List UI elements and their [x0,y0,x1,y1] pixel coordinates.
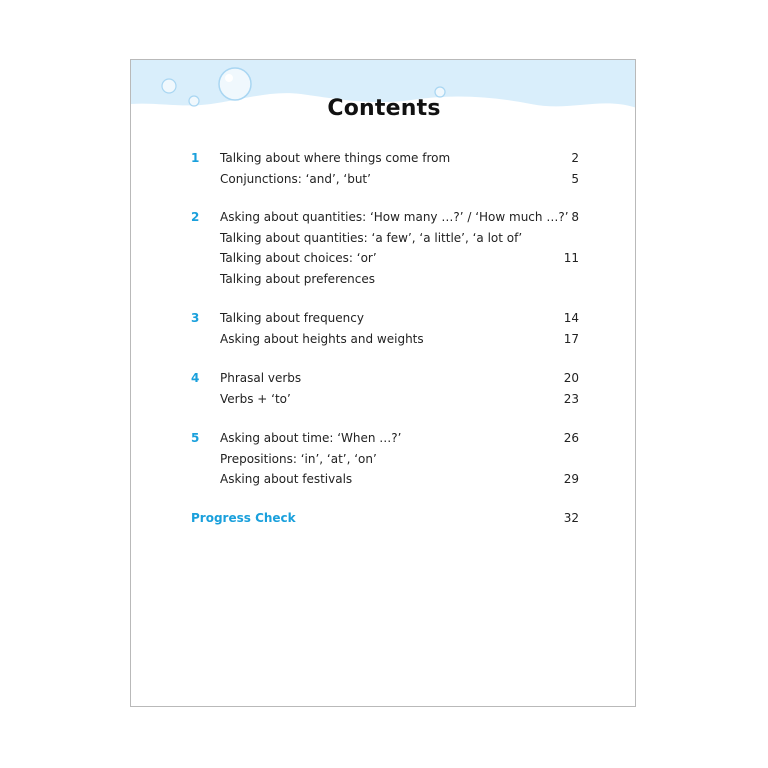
toc-entry [131,368,636,388]
toc-entry-page: 11 [563,251,579,266]
page-title: Contents [327,96,441,121]
unit-number: 4 [191,371,200,385]
unit-number: 5 [191,431,200,445]
toc-entry [131,308,636,328]
toc-entry-page: 23 [563,391,579,406]
unit-number: 1 [191,151,200,165]
toc-entry-title: Phrasal verbs [220,371,302,385]
toc-entry-page: 8 [571,210,579,224]
toc-entry-title: Talking about quantities: ‘a few’, ‘a little’, ‘a lot of’ [220,230,523,245]
toc-entry-title: Asking about quantities: ‘How many …?’ / ‘How much …?’ [220,210,569,224]
toc-entry-title: Talking about where things come from [220,151,451,165]
toc-entry [131,207,636,227]
bubble-icon [162,79,176,93]
toc-entry [131,148,636,168]
toc-entry-title: Talking about choices: ‘or’ [220,251,377,266]
toc-entry-page: 17 [563,331,579,346]
toc-entry-title: Conjunctions: ‘and’, ‘but’ [220,171,371,186]
toc-entry-page: 29 [563,472,579,487]
toc-entry-title: Asking about time: ‘When …?’ [220,431,402,445]
toc-entry-page: 5 [571,171,579,186]
toc-entry [131,228,636,248]
unit-number: 3 [191,311,200,325]
toc-entry-page: 20 [563,371,579,385]
toc-entry-page: 14 [563,311,579,325]
toc-entry-page: 26 [563,431,579,445]
toc-entry [131,269,636,289]
toc-entry-title: Talking about preferences [220,272,375,287]
toc-entry-page: 2 [571,151,579,165]
toc-entry [131,389,636,409]
toc-entry [131,169,636,189]
toc-entry [131,329,636,349]
progress-check-entry [131,508,636,528]
toc-entry [131,428,636,448]
toc-entry-title: Asking about festivals [220,472,353,487]
contents-page [130,59,636,707]
toc-entry-title: Talking about frequency [220,311,364,325]
toc-entry-title: Prepositions: ‘in’, ‘at’, ‘on’ [220,451,377,466]
toc-entry [131,449,636,469]
toc-entry [131,469,636,489]
toc-entry-title: Asking about heights and weights [220,331,424,346]
toc-entry [131,248,636,268]
toc-entry-title: Verbs + ‘to’ [220,391,291,406]
progress-check-page: 32 [563,511,579,525]
unit-number: 2 [191,210,200,224]
progress-check-label: Progress Check [191,511,296,525]
